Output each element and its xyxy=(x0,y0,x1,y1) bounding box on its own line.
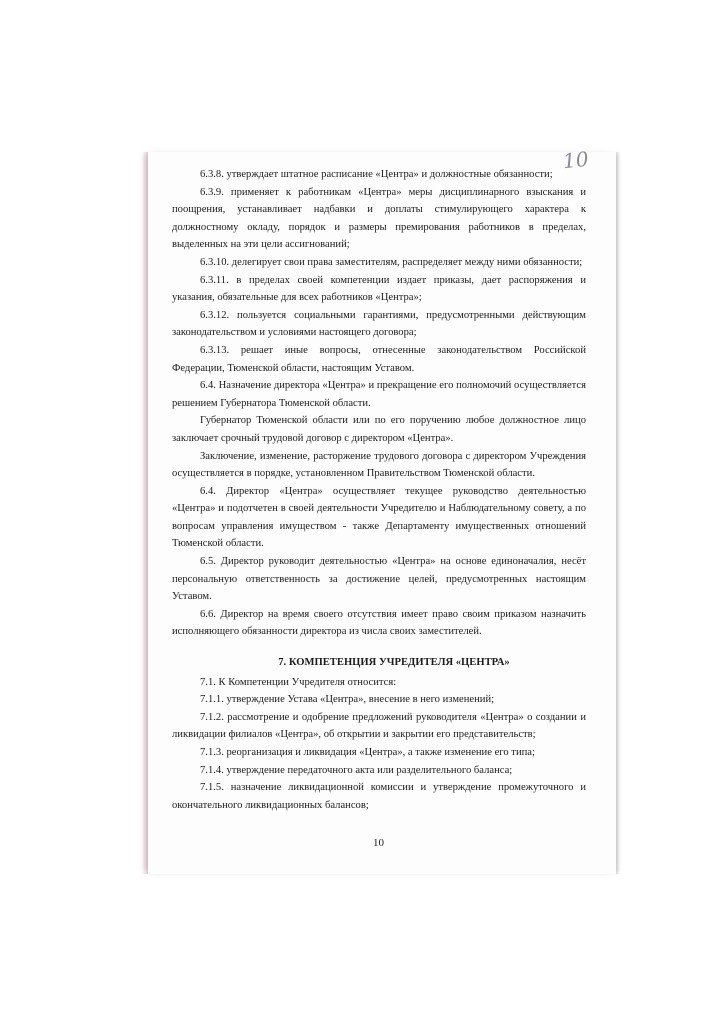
paragraph: 7.1.3. реорганизация и ликвидация «Центра», а также изменение его типа; xyxy=(200,747,535,758)
paragraph: 6.3.13. решает иные вопросы, отнесенные законодательством Российской Федерации, Тюменской области, настоящим Уставом. xyxy=(172,344,586,374)
paragraph: Заключение, изменение, расторжение трудового договора с директором Учреждения осуществляется в порядке, установленном Правительством Тюменской области. xyxy=(172,450,586,480)
paragraph: 6.5. Директор руководит деятельностью «Центра» на основе единоначалия, несёт персональную ответственность за достижение целей, предусмотренных настоящим Уставом. xyxy=(172,556,586,603)
paragraph: 6.3.12. пользуется социальными гарантиями, предусмотренными действующим законодательством и условиями настоящего договора; xyxy=(172,309,586,339)
paragraph: 6.3.9. применяет к работникам «Центра» меры дисциплинарного взыскания и поощрения, устанавливает надбавки и доплаты стимулирующего характера к должностному окладу, порядок и размеры премирования работников в пределах, выделенных на эти цели ассигнований; xyxy=(172,186,586,251)
paragraph: 6.3.8. утверждает штатное расписание «Центра» и должностные обязанности; xyxy=(200,169,553,180)
paragraph: 7.1.4. утверждение передаточного акта или разделительного баланса; xyxy=(200,764,513,776)
paragraph: 6.4. Директор «Центра» осуществляет текущее руководство деятельностью «Центра» и подотчетен в своей деятельности Учредителю и Наблюдательному совету, а по вопросам управления имуществом - также Департаменту имущественных отношений Тюменской области. xyxy=(172,485,586,550)
paragraph: 6.3.10. делегирует свои права заместителям, распределяет между ними обязанности; xyxy=(200,256,583,268)
paragraph: Губернатор Тюменской области или по его поручению любое должностное лицо заключает срочный трудовой договор с директором «Центра». xyxy=(172,415,586,444)
paragraph: 6.3.11. в пределах своей компетенции издает приказы, дает распоряжения и указания, обязательные для всех работников «Центра»; xyxy=(172,274,586,304)
handwritten-page-number: 10 xyxy=(561,146,590,174)
section-heading: 7. КОМПЕТЕНЦИЯ УЧРЕДИТЕЛЯ «ЦЕНТРА» xyxy=(278,657,510,669)
paragraph: 6.4. Назначение директора «Центра» и прекращение его полномочий осуществляется решением Губернатора Тюменской области. xyxy=(172,380,586,409)
paragraph: 7.1.2. рассмотрение и одобрение предложений руководителя «Центра» о создании и ликвидации филиалов «Центра», об открытии и закрытии его представительств; xyxy=(172,711,586,741)
document-body xyxy=(172,166,586,814)
paragraph: 7.1.1. утверждение Устава «Центра», внесение в него изменений; xyxy=(200,694,495,706)
page-number: 10 xyxy=(373,837,384,849)
paragraph: 7.1.5. назначение ликвидационной комиссии и утверждение промежуточного и окончательного ликвидационных балансов; xyxy=(172,782,586,811)
paragraph: 6.6. Директор на время своего отсутствия имеет право своим приказом назначить исполняющего обязанности директора из числа своих заместителей. xyxy=(172,608,586,638)
paragraph: 7.1. К Компетенции Учредителя относится: xyxy=(200,676,397,688)
